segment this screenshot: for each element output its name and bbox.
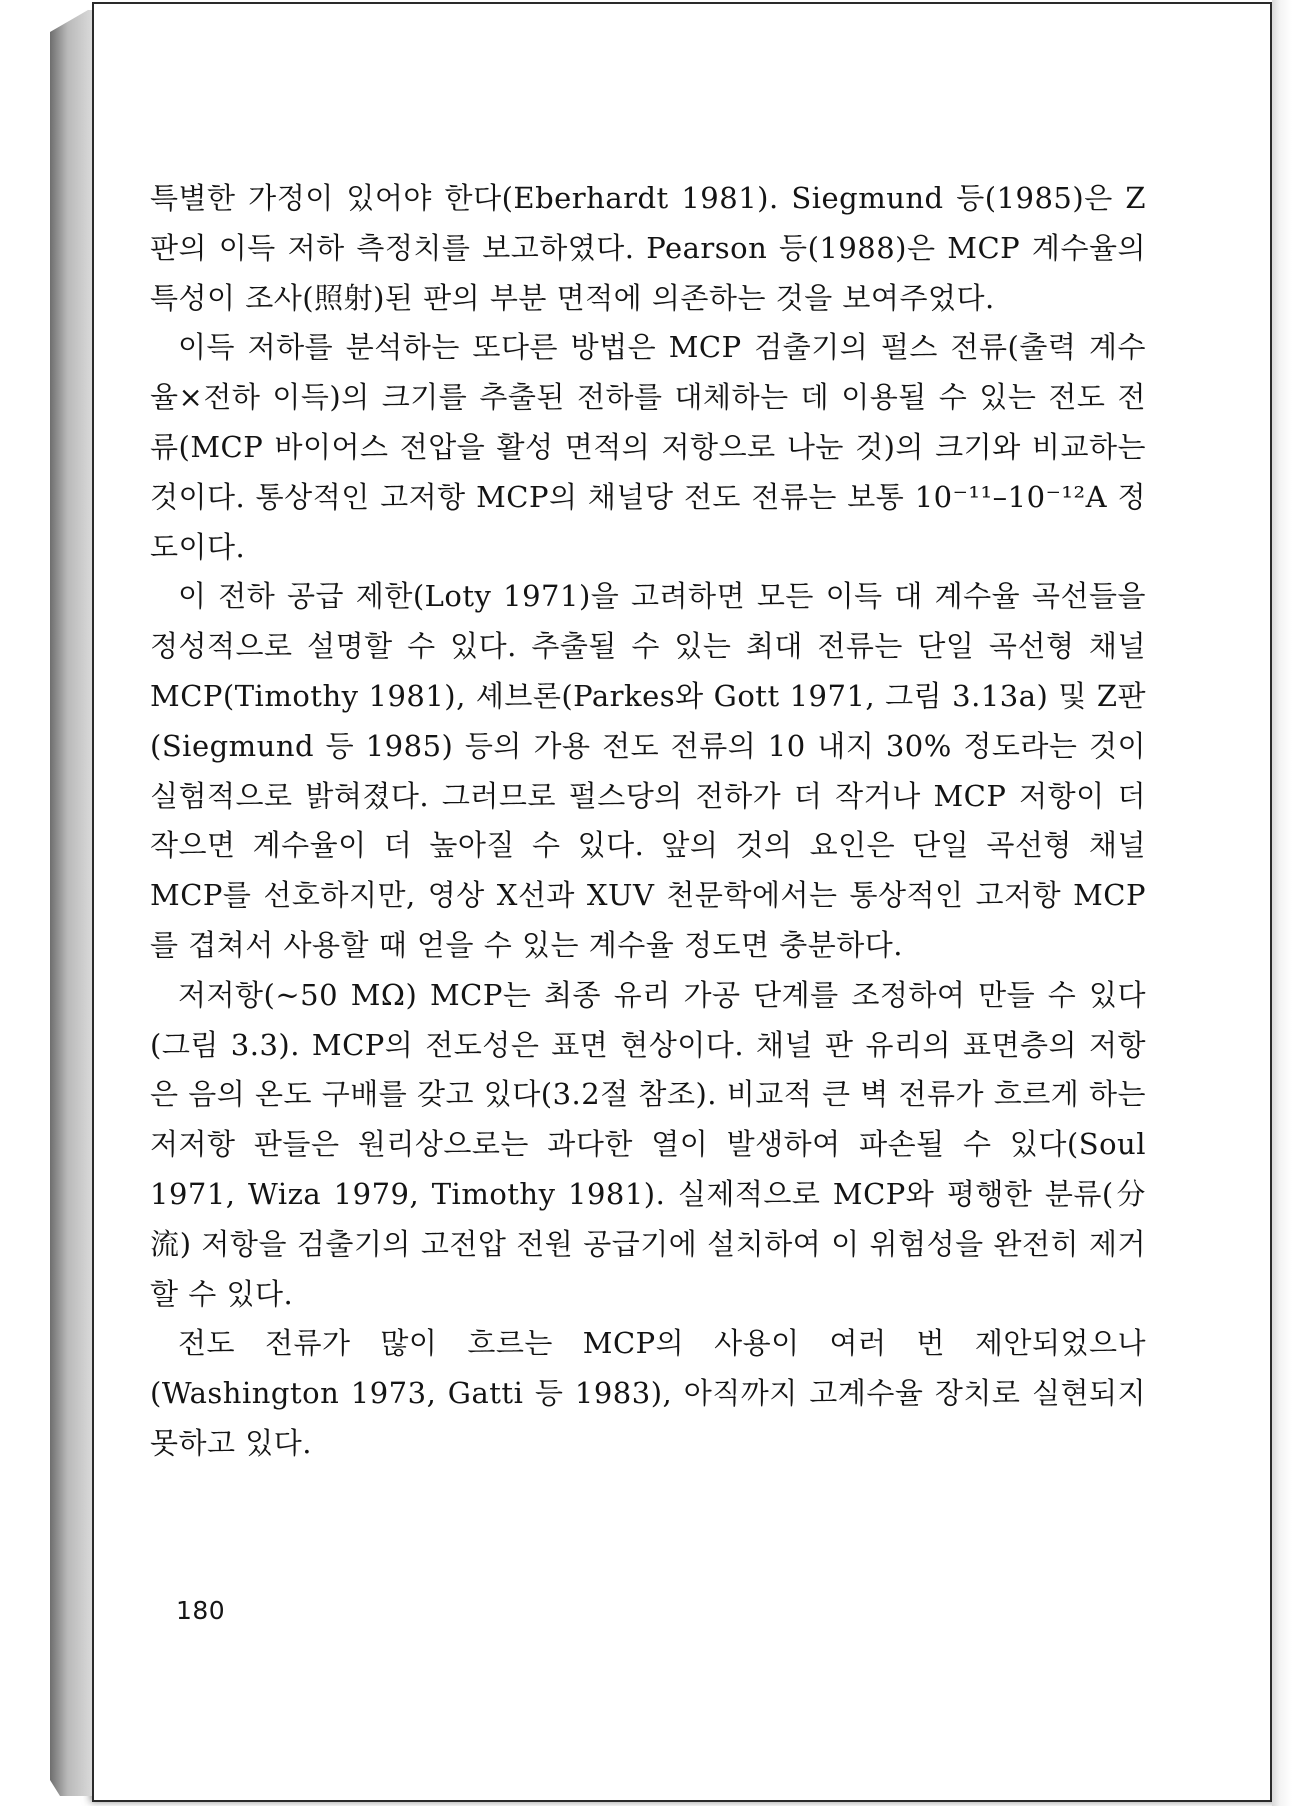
page-number: 180: [176, 1596, 226, 1625]
paragraph-5: 전도 전류가 많이 흐르는 MCP의 사용이 여러 번 제안되었으나(Washington 1973, Gatti 등 1983), 아직까지 고계수율 장치로 실현되지 못하고 있다.: [150, 1326, 1146, 1460]
paragraph-2: 이득 저하를 분석하는 또다른 방법은 MCP 검출기의 펄스 전류(출력 계수율×전하 이득)의 크기를 추출된 전하를 대체하는 데 이용될 수 있는 전도 전류(MCP 바이어스 전압을 활성 면적의 저항으로 나눈 것)의 크기와 비교하는 것이다. 통상적인 고저항 MCP의 채널당 전도 전류는 보통 10⁻¹¹–10⁻¹²A 정도이다.: [150, 330, 1146, 564]
paragraph-4: 저저항(~50 MΩ) MCP는 최종 유리 가공 단계를 조정하여 만들 수 있다(그림 3.3). MCP의 전도성은 표면 현상이다. 채널 판 유리의 표면층의 저항은 음의 온도 구배를 갖고 있다(3.2절 참조). 비교적 큰 벽 전류가 흐르게 하는 저저항 판들은 원리상으로는 과다한 열이 발생하여 파손될 수 있다(Soul 1971, Wiza 1979, Timothy 1981). 실제적으로 MCP와 평행한 분류(分流) 저항을 검출기의 고전압 전원 공급기에 설치하여 이 위험성을 완전히 제거할 수 있다.: [150, 977, 1146, 1311]
paragraph-3: 이 전하 공급 제한(Loty 1971)을 고려하면 모든 이득 대 계수율 곡선들을 정성적으로 설명할 수 있다. 추출될 수 있는 최대 전류는 단일 곡선형 채널 MCP(Timothy 1981), 셰브론(Parkes와 Gott 1971, 그림 3.13a) 및 Z판(Siegmund 등 1985) 등의 가용 전도 전류의 10 내지 30% 정도라는 것이 실험적으로 밝혀졌다. 그러므로 펄스당의 전하가 더 작거나 MCP 저항이 더 작으면 계수율이 더 높아질 수 있다. 앞의 것의 요인은 단일 곡선형 채널 MCP를 선호하지만, 영상 X선과 XUV 천문학에서는 통상적인 고저항 MCP를 겹쳐서 사용할 때 얻을 수 있는 계수율 정도면 충분하다.: [150, 579, 1146, 962]
page-body-text: [150, 174, 1146, 1469]
paragraph-1: 특별한 가정이 있어야 한다(Eberhardt 1981). Siegmund 등(1985)은 Z판의 이득 저하 측정치를 보고하였다. Pearson 등(1988)은 MCP 계수율의 특성이 조사(照射)된 판의 부분 면적에 의존하는 것을 보여주었다.: [150, 181, 1146, 315]
page-edge-gradient: [1272, 0, 1292, 1806]
book-spine-pages: [50, 10, 95, 1796]
